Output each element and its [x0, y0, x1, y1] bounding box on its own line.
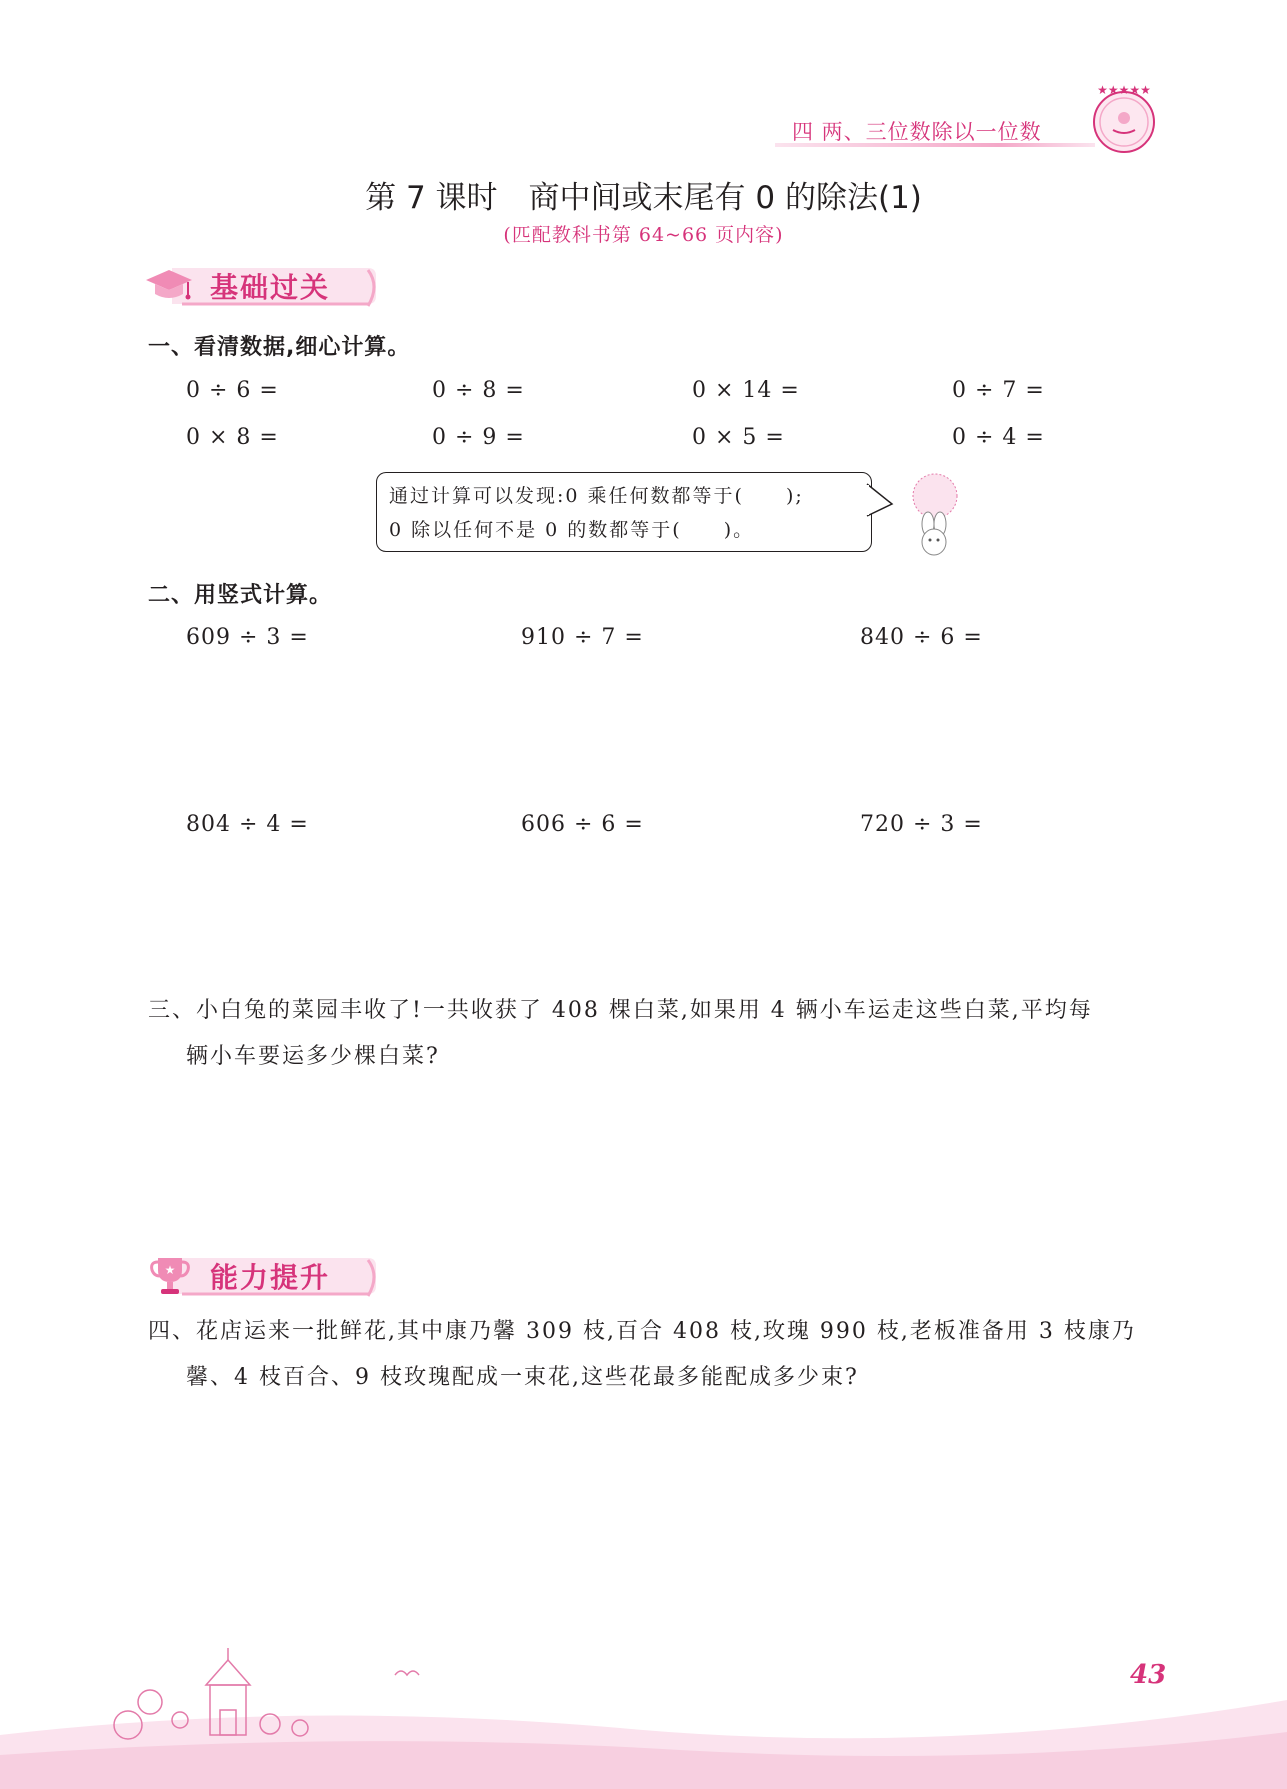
equation: 0 × 5 =	[692, 425, 785, 450]
equation: 0 ÷ 9 =	[432, 425, 525, 450]
question-1-title: 一、看清数据,细心计算。	[148, 335, 411, 360]
lesson-title: 第 7 课时 商中间或末尾有 0 的除法(1)	[365, 180, 922, 216]
hint-bubble	[376, 472, 872, 552]
equation: 0 ÷ 8 =	[432, 378, 525, 403]
page-number: 43	[1130, 1660, 1167, 1690]
equation: 0 ÷ 4 =	[952, 425, 1045, 450]
equation: 606 ÷ 6 =	[521, 812, 644, 837]
question-4	[148, 1309, 1158, 1401]
lesson-subtitle: (匹配教科书第 64~66 页内容)	[503, 224, 784, 246]
hint-line-1: 通过计算可以发现:0 乘任何数都等于( );	[389, 485, 804, 507]
equation: 910 ÷ 7 =	[521, 625, 644, 650]
section-banner-basic	[142, 260, 382, 308]
rabbit-illustration-icon	[900, 470, 970, 560]
svg-text:★★★★★: ★★★★★	[1097, 83, 1151, 97]
question-3-line-2: 辆小车要运多少棵白菜?	[186, 1044, 440, 1069]
question-2-title: 二、用竖式计算。	[148, 583, 333, 608]
section-banner-ability	[142, 1250, 382, 1298]
section-label-basic: 基础过关	[210, 271, 331, 304]
equation: 609 ÷ 3 =	[186, 625, 309, 650]
equation: 720 ÷ 3 =	[860, 812, 983, 837]
equation: 0 × 14 =	[692, 378, 800, 403]
trophy-icon	[148, 1254, 192, 1298]
equation: 0 ÷ 7 =	[952, 378, 1045, 403]
question-3-line-1: 三、小白兔的菜园丰收了!一共收获了 408 棵白菜,如果用 4 辆小车运走这些白菜,平均每	[148, 998, 1093, 1023]
publisher-badge-icon	[1085, 80, 1163, 156]
unit-heading: 四 两、三位数除以一位数	[792, 120, 1042, 144]
svg-text:★: ★	[164, 1263, 176, 1277]
equation: 0 ÷ 6 =	[186, 378, 279, 403]
equation: 0 × 8 =	[186, 425, 279, 450]
equation: 840 ÷ 6 =	[860, 625, 983, 650]
question-3	[148, 988, 1158, 1080]
equation: 804 ÷ 4 =	[186, 812, 309, 837]
graduation-cap-icon	[144, 266, 194, 306]
question-4-line-2: 馨、4 枝百合、9 枝玫瑰配成一束花,这些花最多能配成多少束?	[186, 1365, 859, 1390]
footer-decoration	[0, 1640, 1287, 1789]
section-label-ability: 能力提升	[210, 1261, 331, 1294]
bubble-tail	[866, 482, 896, 522]
question-4-line-1: 四、花店运来一批鲜花,其中康乃馨 309 枝,百合 408 枝,玫瑰 990 枝,老板准备用 3 枝康乃	[148, 1319, 1136, 1344]
hint-line-2: 0 除以任何不是 0 的数都等于( )。	[389, 519, 755, 541]
